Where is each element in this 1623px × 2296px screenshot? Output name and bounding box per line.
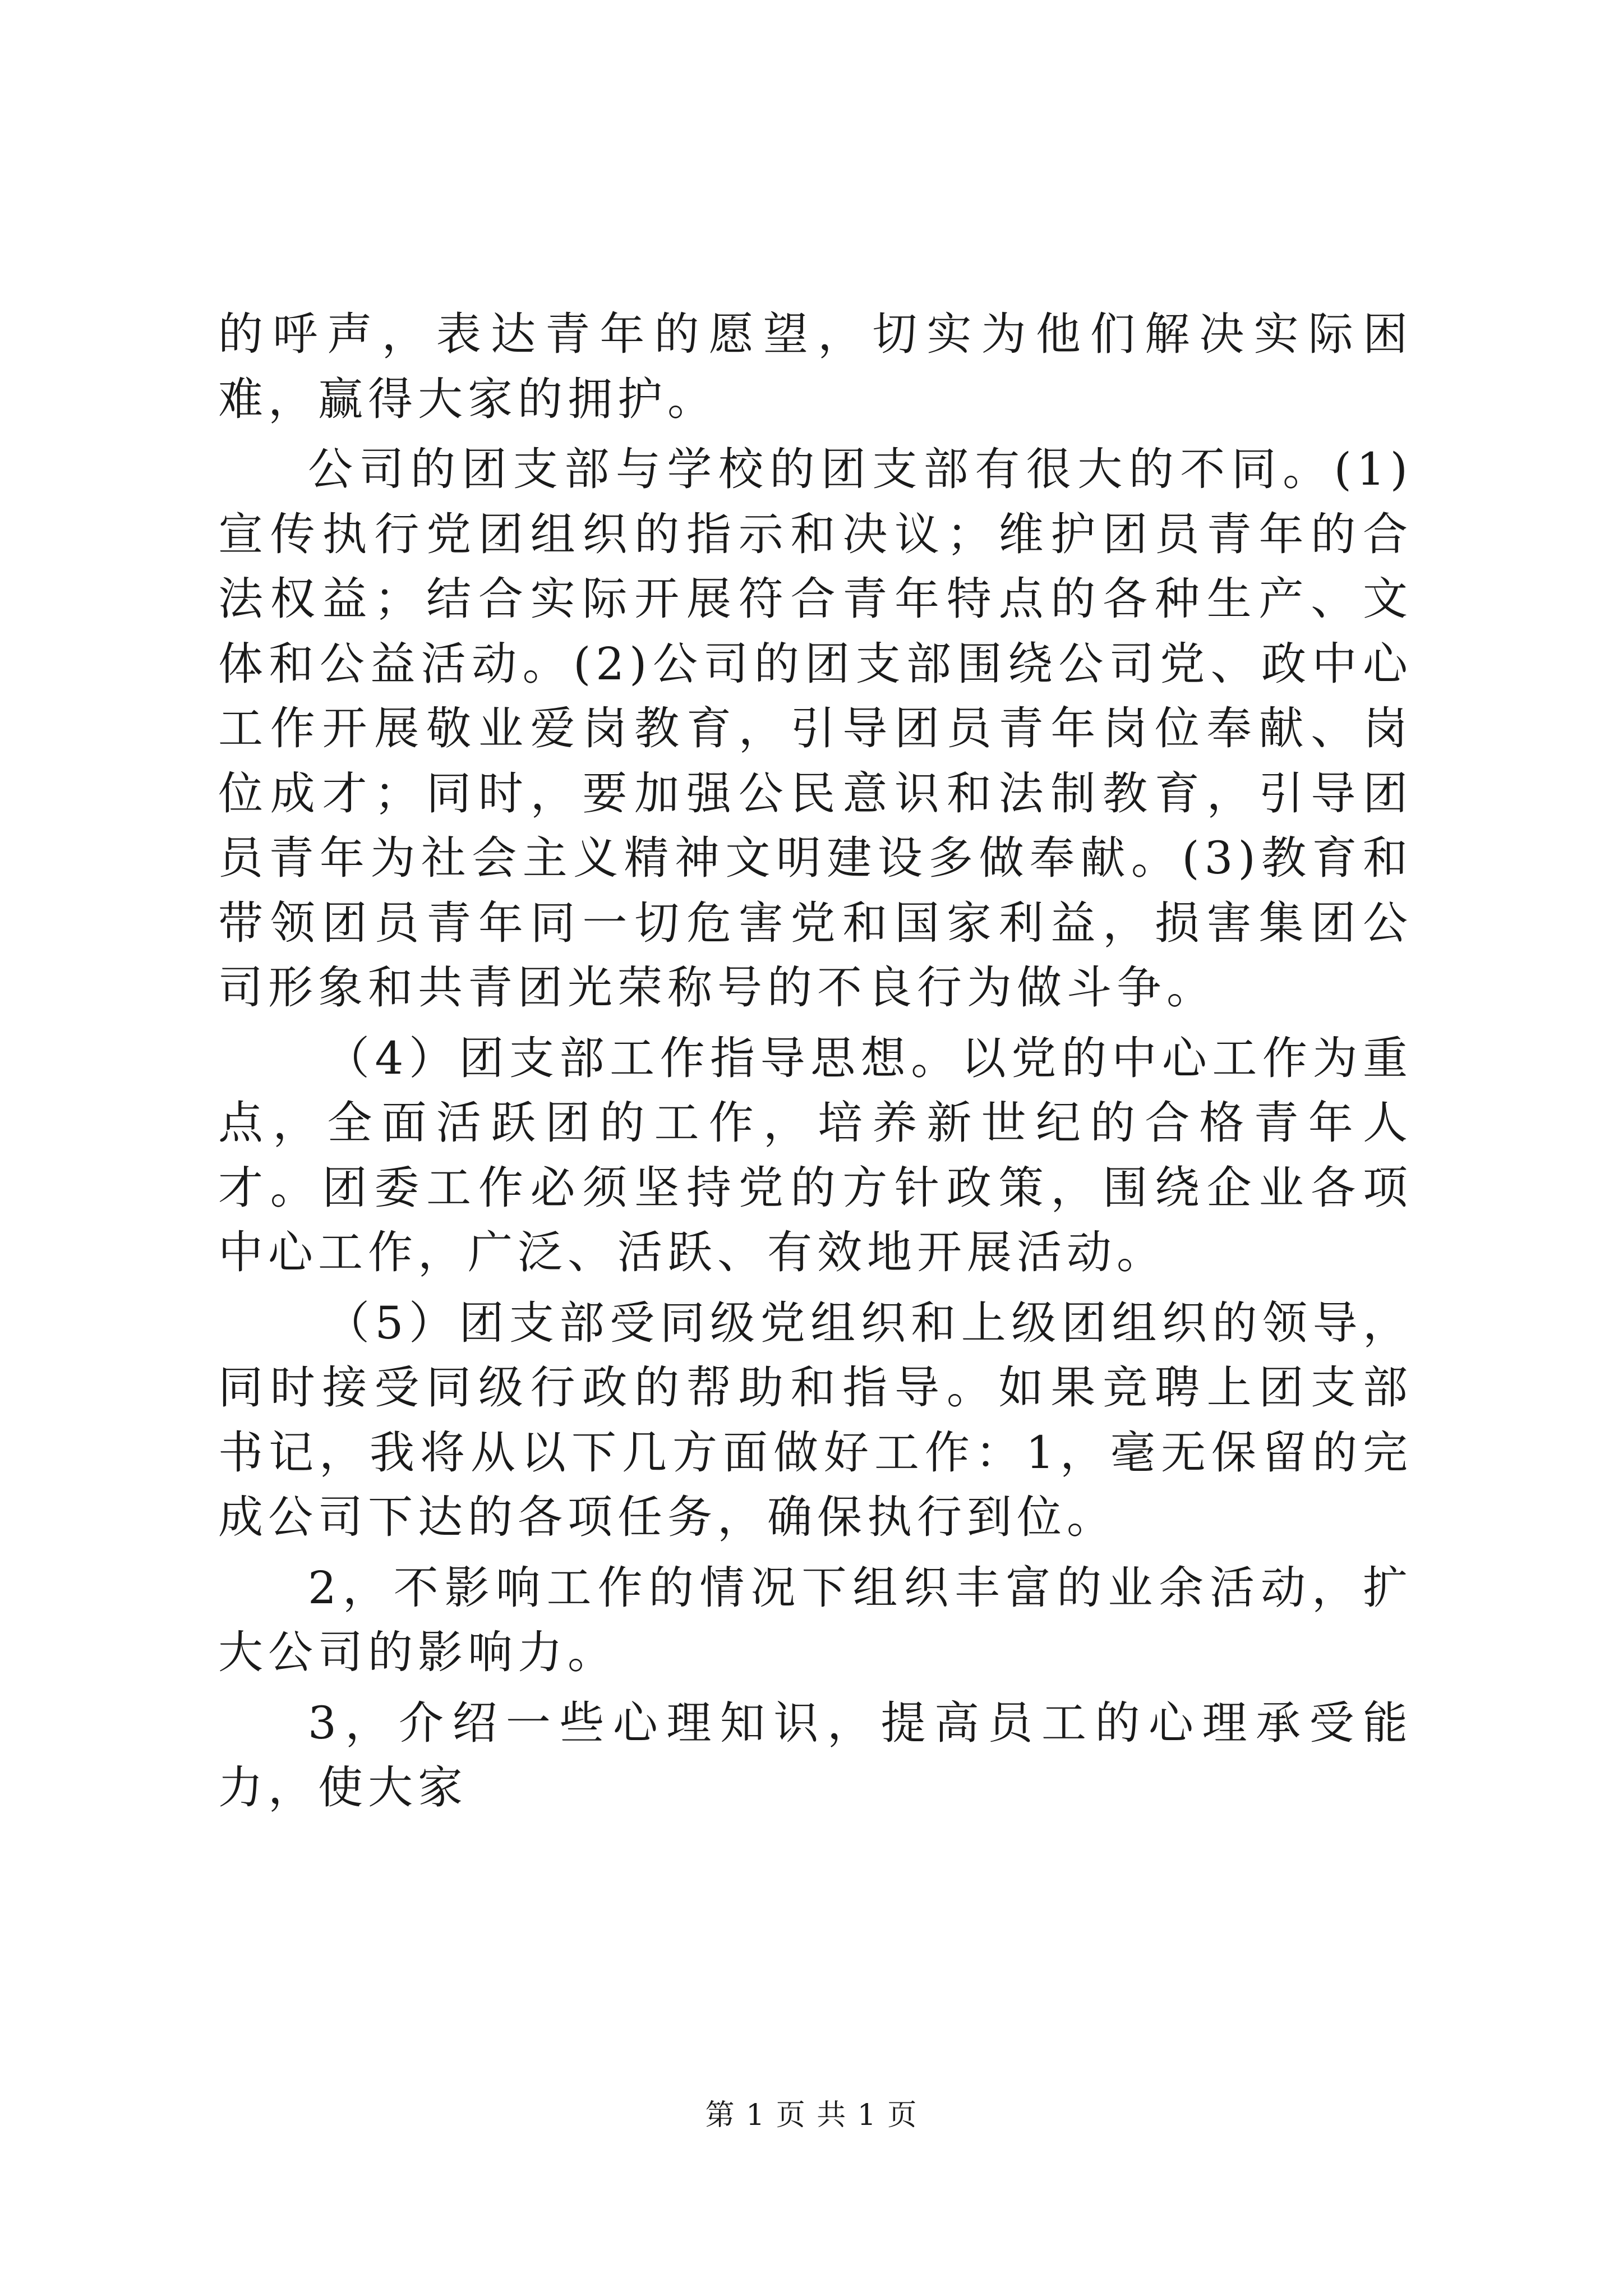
paragraph-item-2: 2，不影响工作的情况下组织丰富的业余活动，扩大公司的影响力。 [218,1561,1413,1678]
paragraph-branch-differences: 公司的团支部与学校的团支部有很大的不同。(1)宣传执行党团组织的指示和决议；维护团员青年的合法权益；结合实际开展符合青年特点的各种生产、文体和公益活动。(2)公司的团支部围绕公司党、政中心工作开展敬业爱岗教育，引导团员青年岗位奉献、岗位成才；同时，要加强公民意识和法制教育，引导团员青年为社会主义精神文明建设多做奉献。(3)教育和带领团员青年同一切危害党和国家利益，损害集团公司形象和共青团光荣称号的不良行为做斗争。 [218,443,1413,1014]
paragraph-leadership: （5）团支部受同级党组织和上级团组织的领导，同时接受同级行政的帮助和指导。如果竞聘上团支部书记，我将从以下几方面做好工作：1，毫无保留的完成公司下达的各项任务，确保执行到位。 [218,1296,1413,1543]
document-body [218,302,1413,1826]
paragraph-guiding-thought: （4）团支部工作指导思想。以党的中心工作为重点，全面活跃团的工作，培养新世纪的合格青年人才。团委工作必须坚持党的方针政策，围绕企业各项中心工作，广泛、活跃、有效地开展活动。 [218,1032,1413,1278]
paragraph-continuation: 的呼声，表达青年的愿望，切实为他们解决实际困难，赢得大家的拥护。 [218,308,1413,425]
page-footer: 第 1 页 共 1 页 [705,2099,918,2132]
paragraph-item-3: 3，介绍一些心理知识，提高员工的心理承受能力，使大家 [218,1696,1413,1814]
